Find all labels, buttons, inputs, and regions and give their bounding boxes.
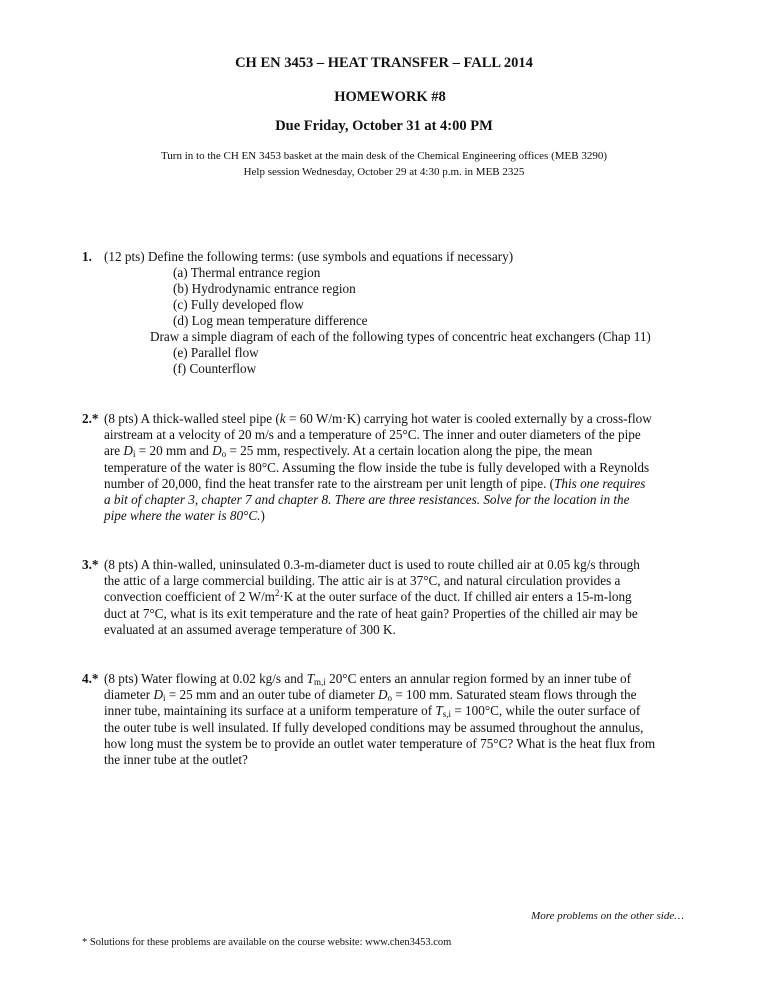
homework-title: HOMEWORK #8 xyxy=(334,89,446,105)
list-item: (a) Thermal entrance region xyxy=(173,265,321,280)
problem-text: (8 pts) A thin-walled, uninsulated 0.3-m-diameter duct is used to route chilled air at 0.05 kg/s through the attic of a large commercial building. The attic air is at 37°C, and natural circulation provides a convection coefficient of 2 $W/m^2\cdot K$ at the outer surface of the duct. If chilled air enters a 15-m-long duct at 7°C, what is its exit temperature and the rate of heat gain? Properties of the chilled air may be evaluated at an assumed average temperature of 300 K. xyxy=(104,557,640,637)
problem-text: (8 pts) A thick-walled steel pipe (k = 60 W/m·K) carrying hot water is cooled externally by a cross-flow airstream at a velocity of 20 m/s and a temperature of 25°C. The inner and outer diameters of the pipe are $D_i = 20$ mm and $D_o = 25$ mm, respectively. At a certain location along the pipe, the mean temperature of the water is 80°C. Assuming the flow inside the tube is fully developed with a Reynolds number of 20,000, find the heat transfer rate to the airstream per unit length of pipe. (This one requires a bit of chapter 3, chapter 7 and chapter 8. There are three resistances. Solve for the location in the pipe where the water is 80°C.) xyxy=(104,411,652,524)
problem-number: 1. xyxy=(82,249,92,264)
problem-number: 3.* xyxy=(82,557,99,572)
help-session-note: Help session Wednesday, October 29 at 4:30 p.m. in MEB 2325 xyxy=(243,166,525,178)
problem-text: (8 pts) Water flowing at 0.02 kg/s and $T_{m,i}$ 20°C enters an annular region formed by an inner tube of diameter $D_i = 25$ mm and an outer tube of diameter $D_o = 100$ mm. Saturated steam flows through the inner tube, maintaining its surface at a uniform temperature of $T_{s,i} = 100^\circ C$, while the outer surface of the outer tube is well insulated. If fully developed conditions may be assumed throughout the annulus, how long must the system be to provide an outlet water temperature of 75°C? What is the heat flux from the inner tube at the outlet? xyxy=(104,671,656,768)
problem-number: 2.* xyxy=(82,411,99,426)
list-item: (d) Log mean temperature difference xyxy=(173,313,368,328)
list-item: (c) Fully developed flow xyxy=(173,297,304,312)
list-item: (f) Counterflow xyxy=(173,361,257,376)
solutions-footnote: * Solutions for these problems are available on the course website: www.chen3453.com xyxy=(82,937,452,948)
problem-intro: (12 pts) Define the following terms: (use symbols and equations if necessary) xyxy=(104,249,514,264)
due-date: Due Friday, October 31 at 4:00 PM xyxy=(275,118,493,134)
more-problems-note: More problems on the other side… xyxy=(531,910,684,922)
problem-number: 4.* xyxy=(82,671,99,686)
list-item: (b) Hydrodynamic entrance region xyxy=(173,281,356,296)
turn-in-note: Turn in to the CH EN 3453 basket at the main desk of the Chemical Engineering offices (MEB 3290) xyxy=(160,150,608,162)
list-item: (e) Parallel flow xyxy=(173,345,259,360)
draw-instruction: Draw a simple diagram of each of the following types of concentric heat exchangers (Chap 11) xyxy=(150,329,651,344)
course-title: CH EN 3453 – HEAT TRANSFER – FALL 2014 xyxy=(235,55,533,71)
